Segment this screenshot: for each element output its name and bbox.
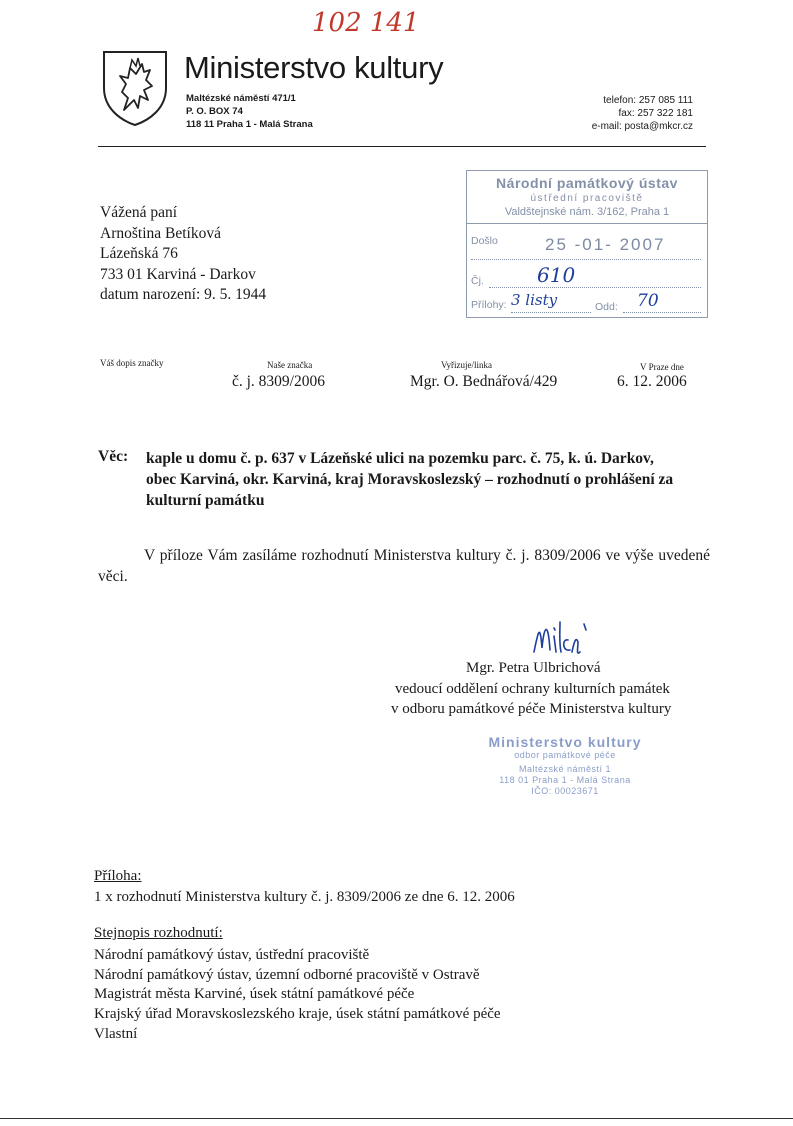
signatory-title: vedoucí oddělení ochrany kulturních památek: [395, 681, 670, 697]
ministry-stamp-line: odbor památkové péče: [514, 750, 616, 760]
stamp-attachments-label: Přílohy:: [471, 299, 507, 311]
signatory-name: Mgr. Petra Ulbrichová: [466, 660, 601, 676]
stamp-address: Valdštejnské nám. 3/162, Praha 1: [504, 206, 670, 218]
handled-by-label: Vyřizuje/linka: [441, 360, 492, 370]
our-ref-label: Naše značka: [267, 360, 313, 370]
contact-fax: fax: 257 322 181: [618, 108, 693, 119]
stamp-ref-value: 610: [537, 263, 576, 287]
copies-list: [94, 946, 501, 1045]
ministry-address: [186, 92, 313, 131]
subject-label: Věc:: [98, 448, 129, 465]
date-label: V Praze dne: [640, 362, 684, 372]
coat-of-arms-icon: [100, 48, 170, 128]
handled-by-value: Mgr. O. Bednářová/429: [410, 373, 558, 390]
copy-recipient: Magistrát města Karviné, úsek státní památkové péče: [94, 986, 415, 1003]
stamp-subtitle: ústřední pracoviště: [530, 193, 644, 204]
stamp-title: Národní památkový ústav: [496, 175, 678, 191]
body-paragraph: V příloze Vám zasíláme rozhodnutí Ministerstva kultury č. j. 8309/2006 ve výše uvedené věci.: [98, 547, 710, 585]
ministry-stamp-line: 118 01 Praha 1 - Malá Strana: [499, 775, 631, 785]
subject-line: obec Karviná, okr. Karviná, kraj Moravskoslezský – rozhodnutí o prohlášení za: [146, 471, 674, 488]
handwritten-signature: [528, 612, 608, 662]
handwritten-file-number: 102 141: [312, 8, 420, 38]
stamp-received-date: 25 -01- 2007: [545, 235, 666, 254]
address-line: P. O. BOX 74: [186, 106, 243, 117]
contact-phone: telefon: 257 085 111: [603, 95, 693, 106]
copy-recipient: Národní památkový ústav, územní odborné pracoviště v Ostravě: [94, 966, 480, 983]
ministry-stamp-title: Ministerstvo kultury: [488, 734, 642, 750]
copy-recipient: Krajský úřad Moravskoslezského kraje, úsek státní památkové péče: [94, 1006, 501, 1023]
stamp-ref-label: Čj.: [471, 275, 484, 287]
attachment-item: 1 x rozhodnutí Ministerstva kultury č. j. 8309/2006 ze dne 6. 12. 2006: [94, 889, 515, 905]
recipient-line: datum narození: 9. 5. 1944: [100, 286, 267, 303]
recipient-address: [100, 203, 266, 306]
ministry-name: Ministerstvo kultury: [184, 50, 444, 85]
copies-label: Stejnopis rozhodnutí:: [94, 925, 223, 941]
subject-line: kaple u domu č. p. 637 v Lázeňské ulici na pozemku parc. č. 75, k. ú. Darkov,: [146, 450, 654, 467]
stamp-dept-label: Odd:: [595, 301, 618, 313]
incoming-stamp: [466, 170, 708, 318]
header-divider: [98, 146, 706, 147]
ministry-stamp: [470, 734, 660, 797]
stamp-received-label: Došlo: [471, 235, 498, 247]
page-edge-line: [0, 1118, 793, 1119]
your-ref-label: Váš dopis značky: [100, 358, 164, 368]
recipient-line: Lázeňská 76: [100, 245, 178, 262]
signatory-department: v odboru památkové péče Ministerstva kultury: [391, 701, 672, 717]
recipient-line: Vážená paní: [100, 204, 178, 221]
stamp-dept-value: 70: [637, 291, 659, 311]
subject-text: [146, 448, 716, 511]
ministry-stamp-line: Maltézské náměstí 1: [518, 764, 612, 774]
ministry-stamp-line: IČO: 00023671: [531, 786, 599, 796]
copy-recipient: Vlastní: [94, 1025, 138, 1042]
recipient-line: Arnoština Betíková: [100, 224, 221, 242]
address-line: 118 11 Praha 1 - Malá Strana: [186, 119, 313, 130]
date-value: 6. 12. 2006: [617, 373, 687, 390]
attachment-label: Příloha:: [94, 868, 142, 884]
stamp-attachments-value: 3 listy: [511, 291, 558, 309]
ministry-contact: [592, 94, 693, 133]
contact-email: e-mail: posta@mkcr.cz: [591, 121, 693, 132]
address-line: Maltézské náměstí 471/1: [186, 93, 296, 104]
recipient-line: 733 01 Karviná - Darkov: [100, 265, 256, 283]
copy-recipient: Národní památkový ústav, ústřední pracoviště: [94, 947, 370, 963]
our-ref-value: č. j. 8309/2006: [232, 373, 325, 390]
subject-line: kulturní památku: [146, 492, 265, 509]
